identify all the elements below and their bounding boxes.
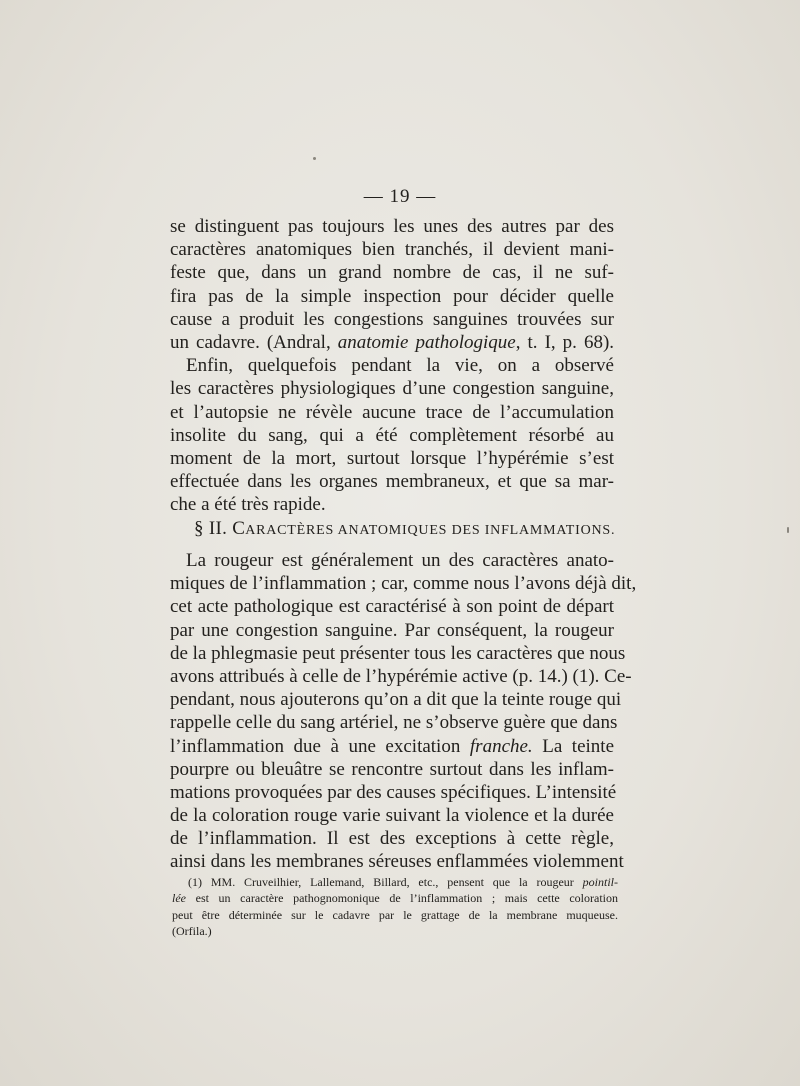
text-line: fira pas de la simple inspection pour décider quelle [170, 285, 614, 307]
text-line: La rougeur est généralement un des caractères anato- [186, 550, 614, 571]
citation-author: un cadavre. (Andral, [170, 331, 331, 353]
text-line: se distinguent pas toujours les unes des autres par des [170, 216, 614, 237]
footnote-text: (1) MM. Cruveilhier, Lallemand, Billard, etc., pensent que la rougeur [188, 875, 574, 889]
text-line: mations provoquées par des causes spécifiques. L’intensité [170, 781, 617, 803]
citation-title: anatomie pathologique [337, 331, 516, 353]
footnote-text: est un caractère pathognomonique de l’inflammation ; mais cette coloration [186, 891, 618, 906]
line-end: La teinte [532, 735, 615, 757]
body-text-top [170, 215, 614, 516]
footnote-line [172, 890, 618, 906]
section-title-initial: C [232, 518, 246, 539]
text-line: pourpre ou bleuâtre se rencontre surtout dans les inflam- [170, 758, 614, 780]
citation-reference: , t. I, p. 68). [515, 331, 615, 353]
text-line-citation [170, 331, 614, 354]
text-line: ainsi dans les membranes séreuses enflammées violemment [170, 851, 624, 873]
text-line: rappelle celle du sang artériel, ne s’observe guère que dans [170, 712, 618, 734]
text-line: cet acte pathologique est caractérisé à son point de départ [170, 596, 614, 618]
text-line: de la phlegmasie peut présenter tous les caractères que nous [170, 642, 626, 664]
text-line: avons attribués à celle de l’hypérémie active (p. 14.) (1). Ce- [170, 665, 632, 687]
text-line: caractères anatomiques bien tranchés, il devient mani- [170, 239, 614, 261]
paper-speck [313, 157, 316, 160]
paper-speck [787, 527, 789, 533]
text-line: che a été très rapide. [170, 494, 326, 516]
text-line: de la coloration rouge varie suivant la violence et la durée [170, 805, 614, 827]
text-line: effectuée dans les organes membraneux, et que sa mar- [170, 471, 614, 493]
text-line: insolite du sang, qui a été complètement résorbé au [170, 424, 614, 446]
section-title-smallcaps: ARACTÈRES ANATOMIQUES DES INFLAMMATIONS. [245, 523, 616, 538]
text-line: moment de la mort, surtout lorsque l’hypérémie s’est [170, 447, 614, 469]
text-line: les caractères physiologiques d’une congestion sanguine, [170, 378, 614, 400]
text-line: feste que, dans un grand nombre de cas, il ne suf- [170, 262, 614, 284]
body-text-bottom [170, 549, 637, 874]
text-line: Enfin, quelquefois pendant la vie, on a observé [186, 355, 614, 377]
footnote [172, 874, 618, 939]
italic-term: franche. [469, 735, 533, 757]
footnote-line: peut être déterminée sur le cadavre par le grattage de la membrane muqueuse. [172, 907, 618, 922]
text-line: de l’inflammation. Il est des exceptions à cette règle, [170, 828, 614, 850]
section-heading [194, 518, 615, 540]
text-line: par une congestion sanguine. Par conséquent, la rougeur [170, 619, 614, 641]
footnote-italic: pointil- [582, 875, 618, 889]
footnote-italic: lée [172, 891, 186, 906]
section-number: § II. [194, 518, 228, 539]
text-line: miques de l’inflammation ; car, comme nous l’avons déjà dit, [170, 573, 637, 595]
footnote-line [172, 874, 618, 890]
footnote-line: (Orfila.) [172, 923, 212, 938]
text-line-italic-term [170, 735, 614, 758]
text-line: cause a produit les congestions sanguines trouvées sur [170, 308, 614, 330]
line-start: l’inflammation due à une excitation [170, 735, 461, 757]
page-number: — 19 — [363, 186, 437, 207]
text-line: et l’autopsie ne révèle aucune trace de l’accumulation [170, 401, 614, 423]
text-line: pendant, nous ajouterons qu’on a dit que la teinte rouge qui [170, 689, 622, 711]
